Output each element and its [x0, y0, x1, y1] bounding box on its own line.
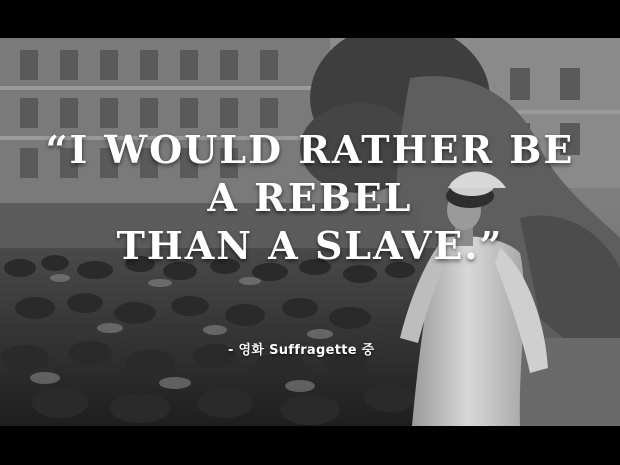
quote-line-2: A REBEL [207, 175, 413, 220]
quote-line-3: THAN A SLAVE.” [116, 223, 504, 268]
quote-text [0, 126, 620, 270]
quote-source-caption: - 영화 Suffragette 중 [228, 343, 375, 358]
quote-line-1: “I WOULD RATHER BE [45, 127, 575, 172]
